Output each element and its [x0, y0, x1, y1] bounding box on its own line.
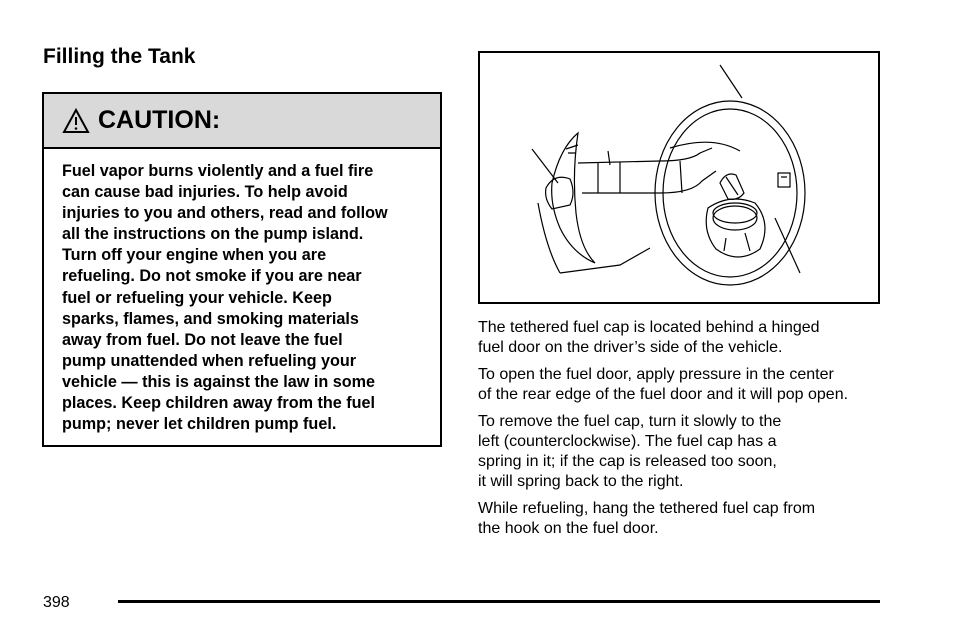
paragraph — [478, 412, 888, 492]
caution-line: away from fuel. Do not leave the fuel — [62, 330, 343, 349]
paragraph — [478, 318, 888, 358]
caution-line: all the instructions on the pump island. — [62, 225, 364, 244]
text-line: The tethered fuel cap is located behind a hinged — [478, 319, 820, 336]
caution-line: pump; never let children pump fuel. — [62, 415, 337, 434]
page-number: 398 — [43, 594, 70, 611]
text-line: of the rear edge of the fuel door and it will pop open. — [478, 386, 849, 403]
warning-triangle-icon — [62, 108, 90, 134]
caution-line: fuel or refueling your vehicle. Keep — [62, 288, 332, 307]
text-line: spring in it; if the cap is released too soon, — [478, 453, 777, 470]
text-line: it will spring back to the right. — [478, 473, 684, 490]
text-line: the hook on the fuel door. — [478, 520, 659, 537]
text-line: While refueling, hang the tethered fuel cap from — [478, 500, 816, 517]
caution-line: vehicle — this is against the law in some — [62, 372, 376, 391]
caution-line: Turn off your engine when you are — [62, 246, 327, 265]
section-title: Filling the Tank — [43, 45, 196, 68]
paragraph — [478, 499, 888, 539]
caution-line: injuries to you and others, read and follow — [62, 204, 388, 223]
caution-box — [42, 92, 442, 447]
fuel-door-illustration-icon — [480, 53, 878, 302]
footer-rule — [118, 600, 880, 603]
caution-line: places. Keep children away from the fuel — [62, 394, 376, 413]
caution-text — [44, 149, 440, 435]
text-line: left (counterclockwise). The fuel cap has a — [478, 433, 777, 450]
caution-line: refueling. Do not smoke if you are near — [62, 267, 362, 286]
text-line: To remove the fuel cap, turn it slowly to the — [478, 413, 782, 430]
caution-line: sparks, flames, and smoking materials — [62, 309, 359, 328]
caution-header — [44, 94, 440, 149]
caution-line: can cause bad injuries. To help avoid — [62, 183, 348, 202]
instructions-text — [478, 318, 888, 546]
caution-line: pump unattended when refueling your — [62, 351, 357, 370]
fuel-door-figure — [478, 51, 880, 304]
paragraph — [478, 365, 888, 405]
text-line: To open the fuel door, apply pressure in the center — [478, 366, 834, 383]
caution-title: CAUTION: — [98, 106, 221, 134]
text-line: fuel door on the driver’s side of the vehicle. — [478, 339, 783, 356]
caution-line: Fuel vapor burns violently and a fuel fire — [62, 162, 374, 180]
